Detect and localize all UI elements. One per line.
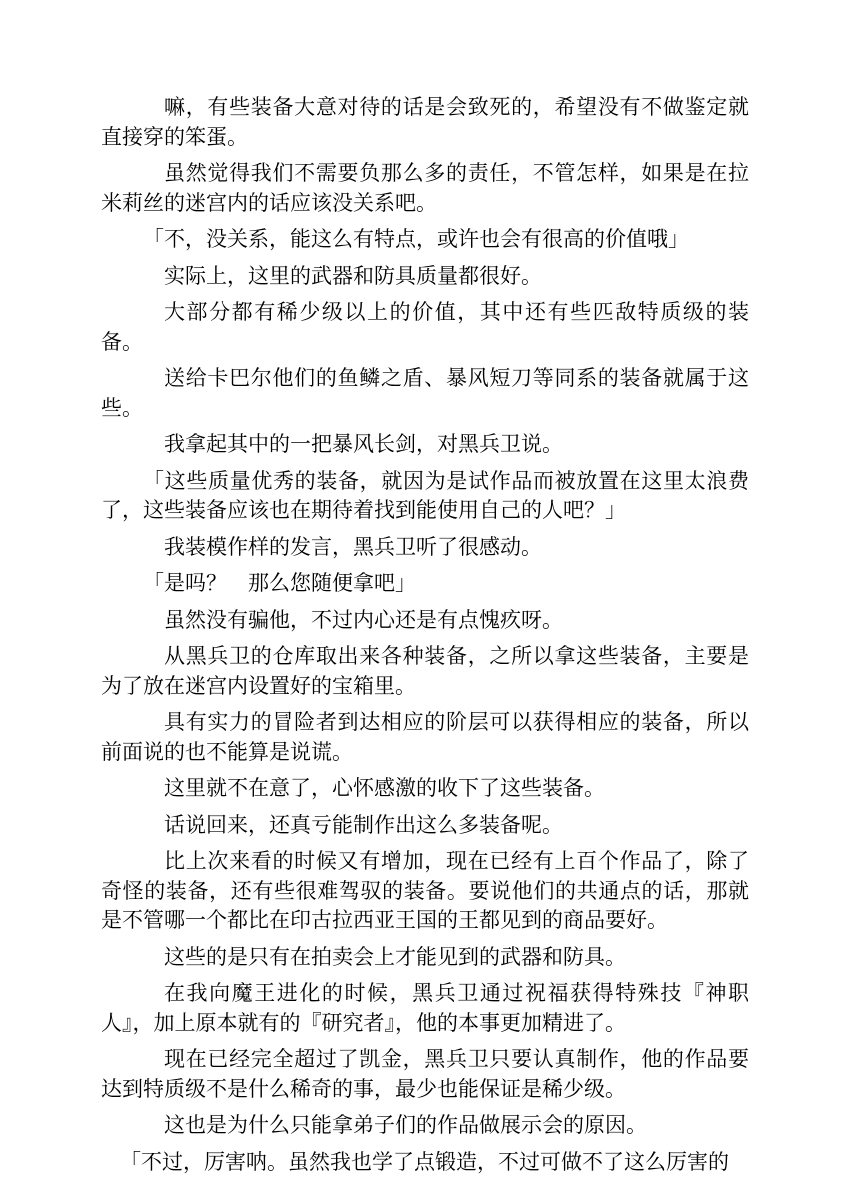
dialogue-line: 「这些质量优秀的装备，就因为是试作品而被放置在这里太浪费了，这些装备应该也在期待着找到能使用自己的人吧？」 — [101, 468, 749, 522]
dialogue-line: 「不过，厉害呐。虽然我也学了点锻造，不过可做不了这么厉害的 — [120, 1149, 729, 1174]
paragraph: 这里就不在意了，心怀感激的收下了这些装备。 — [164, 776, 605, 800]
paragraph: 虽然觉得我们不需要负那么多的责任，不管怎样，如果是在拉米莉丝的迷宫内的话应该没关系吧。 — [101, 161, 749, 215]
paragraph: 我拿起其中的一把暴风长剑，对黑兵卫说。 — [164, 432, 563, 456]
paragraph: 这也是为什么只能拿弟子们的作品做展示会的原因。 — [164, 1113, 647, 1137]
dialogue-line: 「是吗？ 那么您随便拿吧」 — [143, 571, 416, 595]
paragraph: 虽然没有骗他，不过内心还是有点愧疚呀。 — [164, 607, 563, 632]
dialogue-line: 「不，没关系，能这么有特点，或许也会有很高的价值哦」 — [143, 227, 689, 251]
paragraph: 比上次来看的时候又有增加，现在已经有上百个作品了，除了奇怪的装备，还有些很难驾驭的装备。要说他们的共通点的话，那就是不管哪一个都比在印古拉西亚王国的王都见到的商品要好。 — [101, 849, 749, 932]
document-page — [101, 93, 749, 1184]
paragraph: 这些的是只有在拍卖会上才能见到的武器和防具。 — [164, 944, 626, 969]
paragraph: 具有实力的冒险者到达相应的阶层可以获得相应的装备，所以前面说的也不能算是说谎。 — [101, 710, 749, 764]
paragraph: 现在已经完全超过了凯金，黑兵卫只要认真制作，他的作品要达到特质级不是什么稀奇的事，最少也能保证是稀少级。 — [101, 1047, 749, 1101]
paragraph: 大部分都有稀少级以上的价值，其中还有些匹敌特质级的装备。 — [101, 300, 749, 354]
paragraph: 在我向魔王进化的时候，黑兵卫通过祝福获得特殊技『神职人』，加上原本就有的『研究者』，他的本事更加精进了。 — [101, 981, 749, 1035]
paragraph: 嘛，有些装备大意对待的话是会致死的，希望没有不做鉴定就直接穿的笨蛋。 — [101, 95, 749, 149]
paragraph: 送给卡巴尔他们的鱼鳞之盾、暴风短刀等同系的装备就属于这些。 — [101, 366, 749, 420]
paragraph: 从黑兵卫的仓库取出来各种装备，之所以拿这些装备，主要是为了放在迷宫内设置好的宝箱里。 — [101, 644, 749, 698]
paragraph: 我装模作样的发言，黑兵卫听了很感动。 — [164, 534, 542, 559]
paragraph: 话说回来，还真亏能制作出这么多装备呢。 — [164, 812, 563, 837]
paragraph: 实际上，这里的武器和防具质量都很好。 — [164, 263, 542, 288]
